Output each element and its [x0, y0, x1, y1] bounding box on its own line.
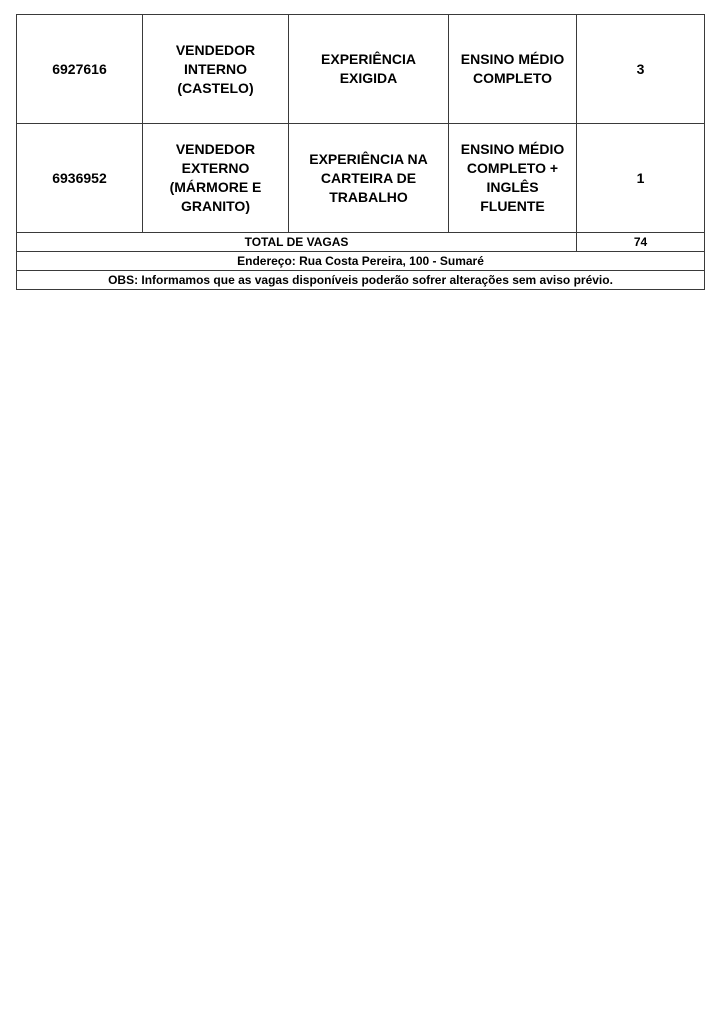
- table-row: [17, 15, 705, 124]
- address-text: Endereço: Rua Costa Pereira, 100 - Sumaré: [17, 252, 705, 271]
- job-openings: [577, 15, 705, 124]
- job-education-text: ENSINO MÉDIO COMPLETO: [460, 51, 565, 86]
- address-row: [17, 252, 705, 271]
- job-openings-text: 3: [636, 60, 645, 77]
- total-label: TOTAL DE VAGAS: [17, 233, 577, 252]
- job-role: [143, 124, 289, 233]
- note-row: [17, 271, 705, 290]
- job-code-text: 6927616: [52, 60, 107, 77]
- job-role-text: VENDEDOR INTERNO (CASTELO): [175, 41, 256, 96]
- job-openings: [577, 124, 705, 233]
- job-role: [143, 15, 289, 124]
- job-education-text: ENSINO MÉDIO COMPLETO + INGLÊS FLUENTE: [460, 141, 565, 214]
- total-row: [17, 233, 705, 252]
- job-education: [449, 15, 577, 124]
- job-education: [449, 124, 577, 233]
- job-experience-text: EXPERIÊNCIA EXIGIDA: [321, 51, 416, 86]
- job-role-text: VENDEDOR EXTERNO (MÁRMORE E GRANITO): [169, 141, 262, 214]
- job-openings-table: [16, 14, 705, 290]
- note-text: OBS: Informamos que as vagas disponíveis poderão sofrer alterações sem aviso prévio.: [17, 271, 705, 290]
- job-experience: [289, 124, 449, 233]
- job-code: [17, 124, 143, 233]
- job-code-text: 6936952: [52, 169, 107, 186]
- table-row: [17, 124, 705, 233]
- job-openings-text: 1: [636, 169, 645, 186]
- job-experience: [289, 15, 449, 124]
- total-value: 74: [577, 233, 705, 252]
- job-experience-text: EXPERIÊNCIA NA CARTEIRA DE TRABALHO: [309, 150, 428, 205]
- job-code: [17, 15, 143, 124]
